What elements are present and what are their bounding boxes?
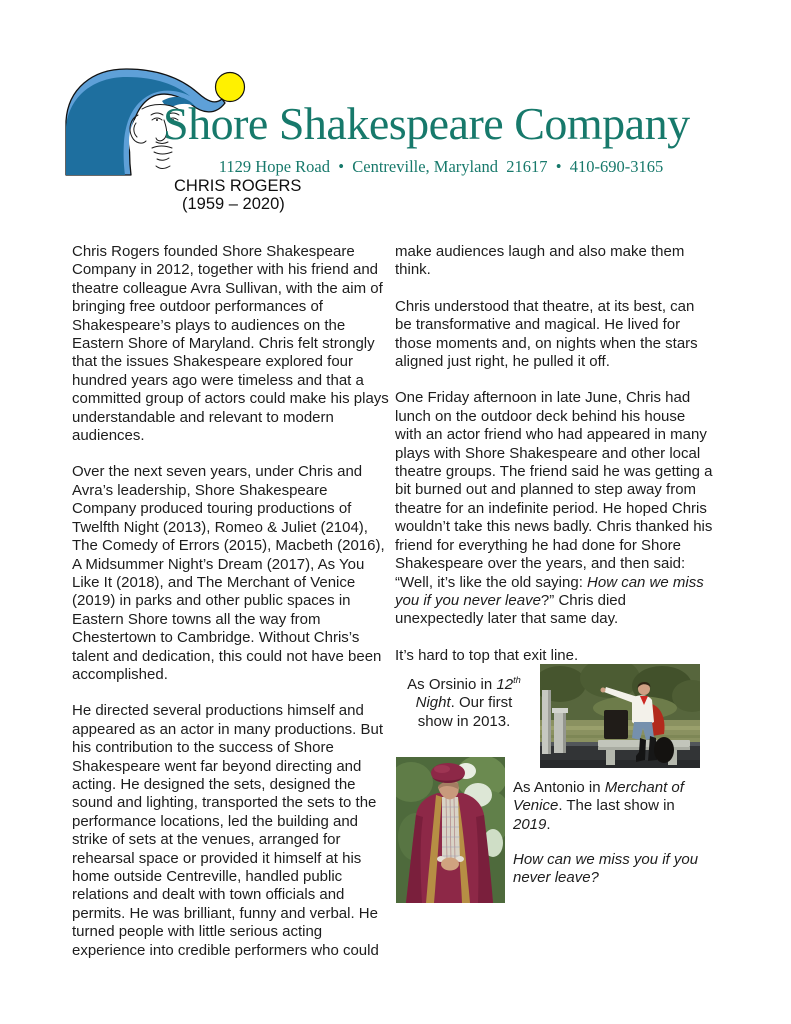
closing-quote: How can we miss you if you never leave?	[513, 851, 699, 887]
photo-orsinio	[540, 664, 700, 768]
photo-antonio	[396, 757, 505, 903]
caption-orsinio: As Orsinio in 12th Night. Our first show in 2013.	[407, 675, 521, 730]
paragraph: Over the next seven years, under Chris and Avra’s leadership, Shore Shakespeare Company produced touring productions of Twelfth Night (2013), Romeo & Juliet (2104), The Comedy of Errors (2015), Macbeth (2016), A Midsummer Night’s Dream (2017), As You Like It (2018), and The Merchant of Venice (2019) in parks and other public spaces in Eastern Shore towns all the way from Chestertown to Cambridge. Without Chris’s talent and dedication, this could not have been accomplished.	[72, 463, 385, 683]
person-years: (1959 – 2020)	[182, 195, 285, 213]
person-block	[174, 177, 301, 213]
person-name: CHRIS ROGERS	[174, 177, 302, 195]
paragraph: Chris understood that theatre, at its best, can be transformative and magical. He lived for those moments and, on nights when the stars aligned just right, he pulled it off.	[395, 297, 698, 371]
paragraph: It’s hard to top that exit line.	[395, 646, 579, 664]
paragraph: Chris Rogers founded Shore Shakespeare Company in 2012, together with his friend and theatre colleague Avra Sullivan, with the aim of bringing free outdoor performances of Shakespeare’s plays to audiences on the Eastern Shore of Maryland. Chris felt strongly that the issues Shakespeare explored four hundred years ago were timeless and that a committed group of actors could make his plays understandable and relevant to modern audiences.	[72, 243, 389, 445]
company-address: 1129 Hope Road • Centreville, Maryland 21617 • 410-690-3165	[218, 157, 664, 176]
paragraph: One Friday afternoon in late June, Chris had lunch on the outdoor deck behind his house with an actor friend who had appeared in many plays with Shore Shakespeare and other local theatre groups. The friend said he was getting a bit burned out and planned to step away from theatre for an indefinite period. He hoped Chris wouldn’t take this news badly. Chris thanked his friend for everything he had done for Shore Shakespeare over the years, and then said: “Well, it’s like the old saying: How can we miss you if you never leave?” Chris died unexpectedly later that same day.	[395, 389, 713, 628]
left-column	[72, 243, 395, 978]
paragraph: He directed several productions himself and appeared as an actor in many productions. But his contribution to the success of Shore Shakespeare went far beyond directing and acting. He designed the sets, designed the sound and lighting, transported the sets to the performance locations, led the building and strike of sets at the venues, arranged for rehearsal space or provided it himself at his home outside Centreville, handled public relations and dealt with town officials and permits. He was brilliant, funny and verbal. He turned people with little serious acting experience into credible performers who could	[72, 702, 384, 959]
caption-antonio: As Antonio in Merchant of Venice. The last show in 2019.	[513, 779, 684, 833]
paragraph: make audiences laugh and also make them think.	[395, 243, 685, 279]
right-column	[395, 243, 715, 683]
company-name: Shore Shakespeare Company	[163, 98, 690, 149]
